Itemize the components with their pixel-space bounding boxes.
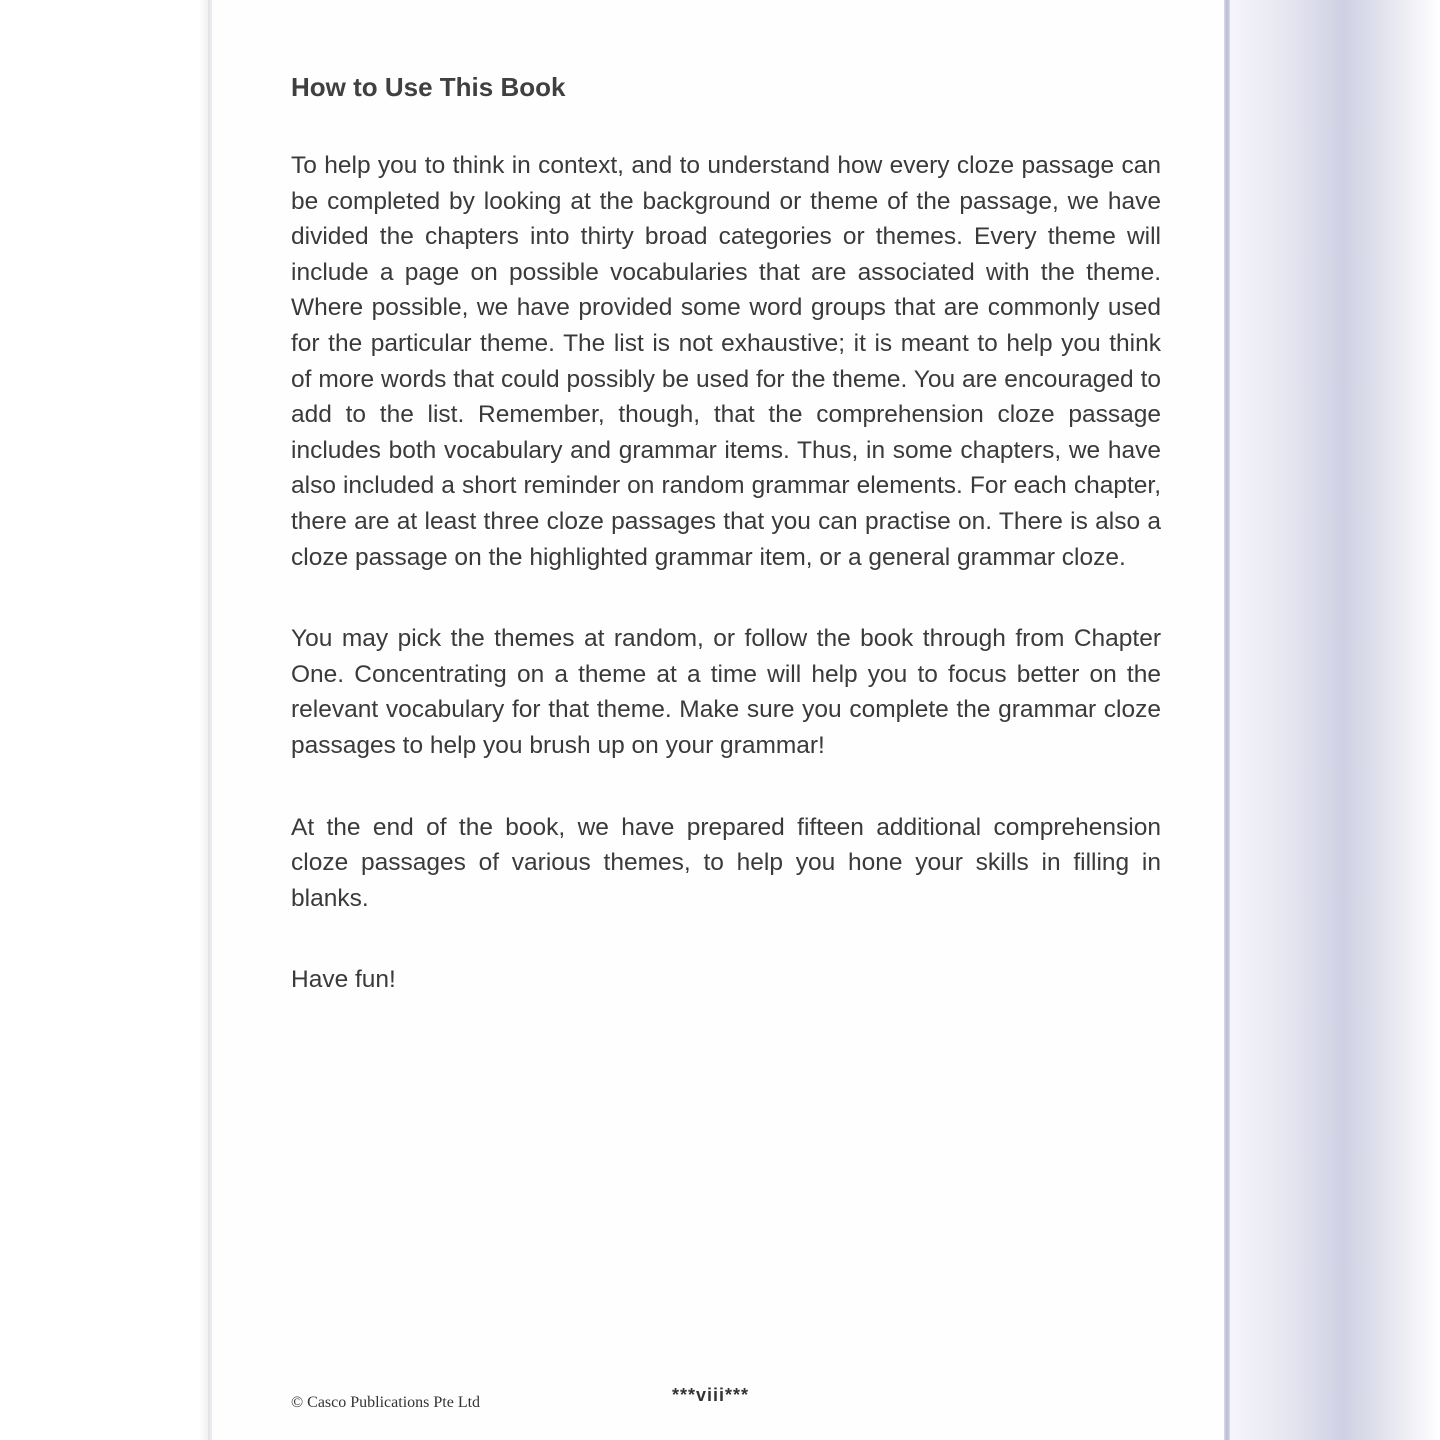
scan-edge-right	[1224, 0, 1440, 1440]
copyright-notice: © Casco Publications Pte Ltd	[291, 1394, 481, 1411]
binding-shadow	[1224, 0, 1230, 1440]
scan-edge-left-line	[208, 0, 210, 1440]
paragraph-intro: To help you to think in context, and to understand how every cloze passage can be completed by looking at the background or theme of the passage, we have divided the chapters into thirty broad categories or themes. Every theme will include a page on possible vocabularies that are associated with the theme. Where possible, we have provided some word groups that are commonly used for the particular theme. The list is not exhaustive; it is meant to help you think of more words that could possibly be used for the theme. You are encouraged to add to the list. Remember, though, that the comprehension cloze passage includes both vocabulary and grammar items. Thus, in some chapters, we have also included a short reminder on random grammar elements. For each chapter, there are at least three cloze passages that you can practise on. There is also a cloze passage on the highlighted grammar item, or a general grammar cloze.	[291, 152, 1161, 571]
page-title: How to Use This Book	[291, 72, 566, 102]
paragraph-additional: At the end of the book, we have prepared fifteen additional comprehension cloze passages of various themes, to help you hone your skills in filling in blanks.	[291, 813, 1161, 912]
page-number: ***viii***	[672, 1385, 750, 1405]
page-content	[291, 70, 1161, 998]
scan-edge-left	[0, 0, 212, 1440]
paragraph-closing: Have fun!	[291, 966, 396, 994]
paragraph-themes: You may pick the themes at random, or follow the book through from Chapter One. Concentrating on a theme at a time will help you to focus better on the relevant vocabulary for that theme. Make sure you complete the grammar cloze passages to help you brush up on your grammar!	[291, 625, 1161, 759]
